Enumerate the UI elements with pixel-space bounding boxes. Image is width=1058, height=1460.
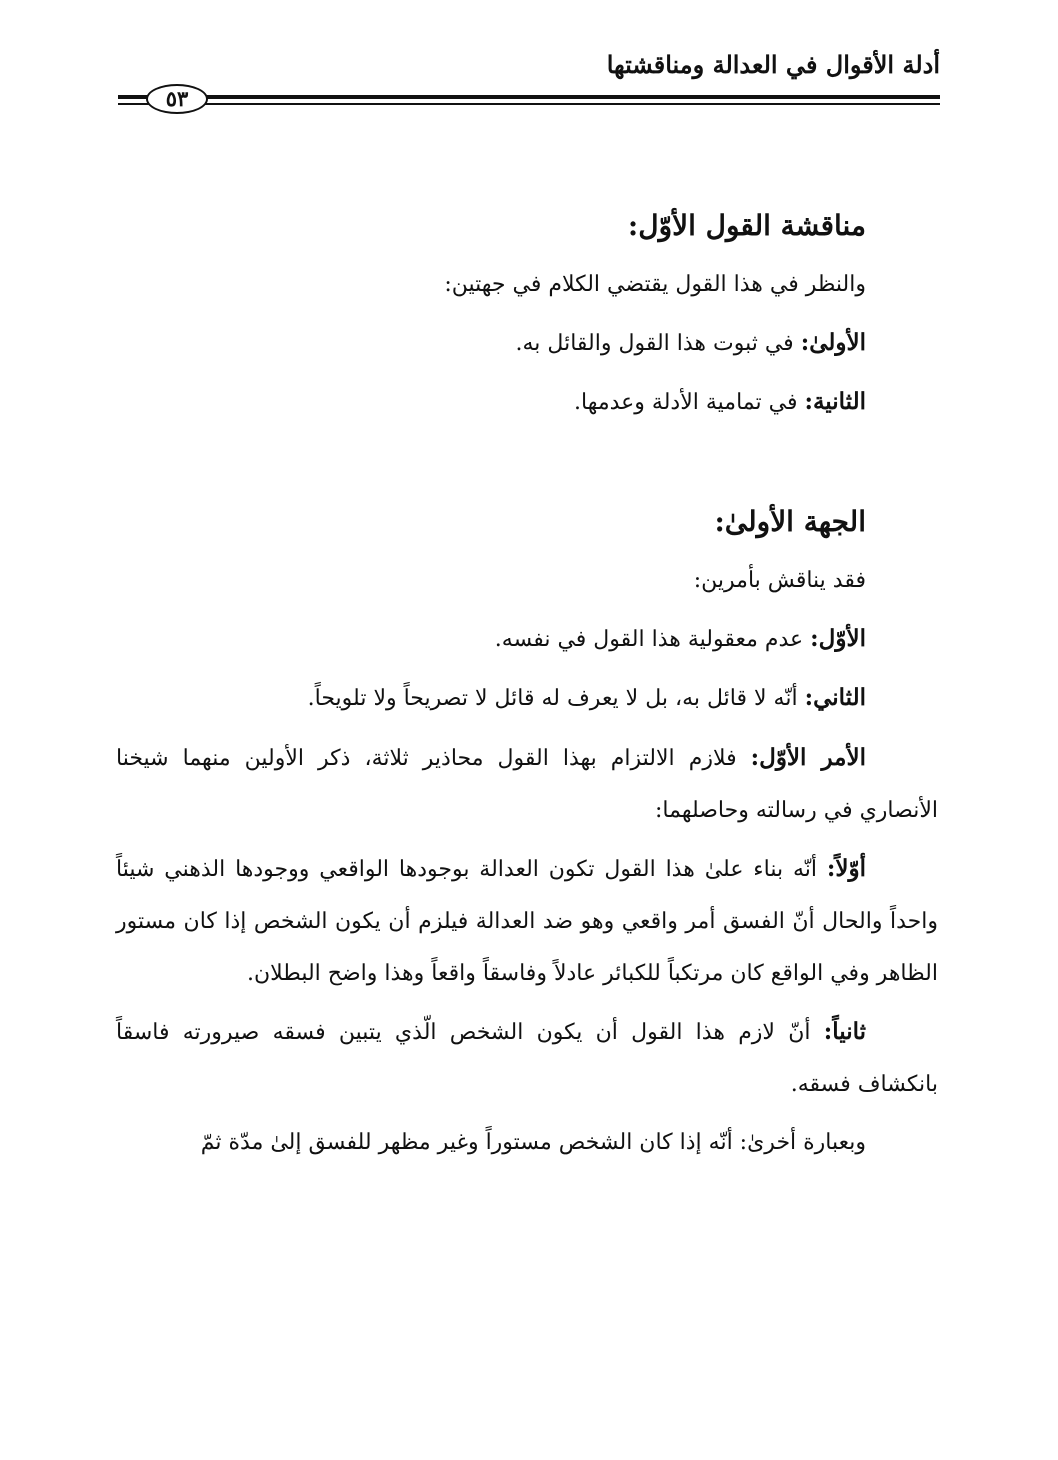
item-label: الثاني: [804, 684, 866, 711]
item-label: الأوّل: [810, 625, 866, 652]
paragraph-label: أوّلاً: [826, 855, 866, 882]
paragraph-label: الأمر الأوّل: [750, 744, 866, 771]
paragraph-first-matter [116, 732, 938, 837]
item-label: الثانية: [804, 388, 866, 415]
item-text: عدم معقولية هذا القول في نفسه. [494, 627, 804, 652]
header-rule-thick [118, 95, 940, 99]
page-content [116, 196, 938, 1175]
section1-intro: والنظر في هذا القول يقتضي الكلام في جهتين: [444, 272, 866, 297]
paragraph-text: فلازم الالتزام بهذا القول محاذير ثلاثة، ذكر الأولين منهما شيخنا الأنصاري في رسالته وحاصلهما: [116, 746, 938, 823]
item-text: في ثبوت هذا القول والقائل به. [515, 331, 794, 356]
section-heading-first-aspect: الجهة الأولىٰ: [714, 505, 866, 538]
item-text: في تمامية الأدلة وعدمها. [574, 390, 798, 415]
section2-intro: فقد يناقش بأمرين: [693, 568, 866, 593]
item-label: الأولىٰ: [800, 329, 866, 356]
paragraph-label: ثانياً: [823, 1018, 866, 1045]
header-rule-thin [118, 103, 940, 105]
paragraph-firstly [116, 843, 938, 1000]
item-text: أنّه لا قائل به، بل لا يعرف له قائل لا تصريحاً ولا تلويحاً. [307, 686, 798, 711]
section1-item-2 [116, 373, 866, 432]
section-heading-first-opinion: مناقشة القول الأوّل: [627, 209, 866, 242]
paragraph-text: وبعبارة أخرىٰ: أنّه إذا كان الشخص مستوراً وغير مظهر للفسق إلىٰ مدّة ثمّ [200, 1130, 866, 1155]
paragraph-text: أنّ لازم هذا القول أن يكون الشخص الّذي يتبين فسقه صيرورته فاسقاً بانكشاف فسقه. [116, 1020, 938, 1097]
header-rule [118, 93, 940, 109]
section1-item-1 [116, 314, 866, 373]
paragraph-secondly [116, 1006, 938, 1111]
section2-item-1 [116, 610, 866, 669]
page-number: ٥٣ [146, 84, 208, 114]
running-title: أدلة الأقوال في العدالة ومناقشتها [606, 50, 940, 79]
paragraph-text: أنّه بناء علىٰ هذا القول تكون العدالة بوجودها الواقعي ووجودها الذهني شيئاً واحداً والحال أنّ الفسق أمر واقعي وهو ضد العدالة فيلزم أن يكون الشخص إذا كان مستور الظاهر وفي الواقع كان مرتكباً للكبائر عادلاً وفاسقاً واقعاً وهذا واضح البطلان. [116, 857, 938, 986]
section2-item-2 [116, 669, 866, 728]
paragraph-in-other-words [116, 1117, 938, 1169]
